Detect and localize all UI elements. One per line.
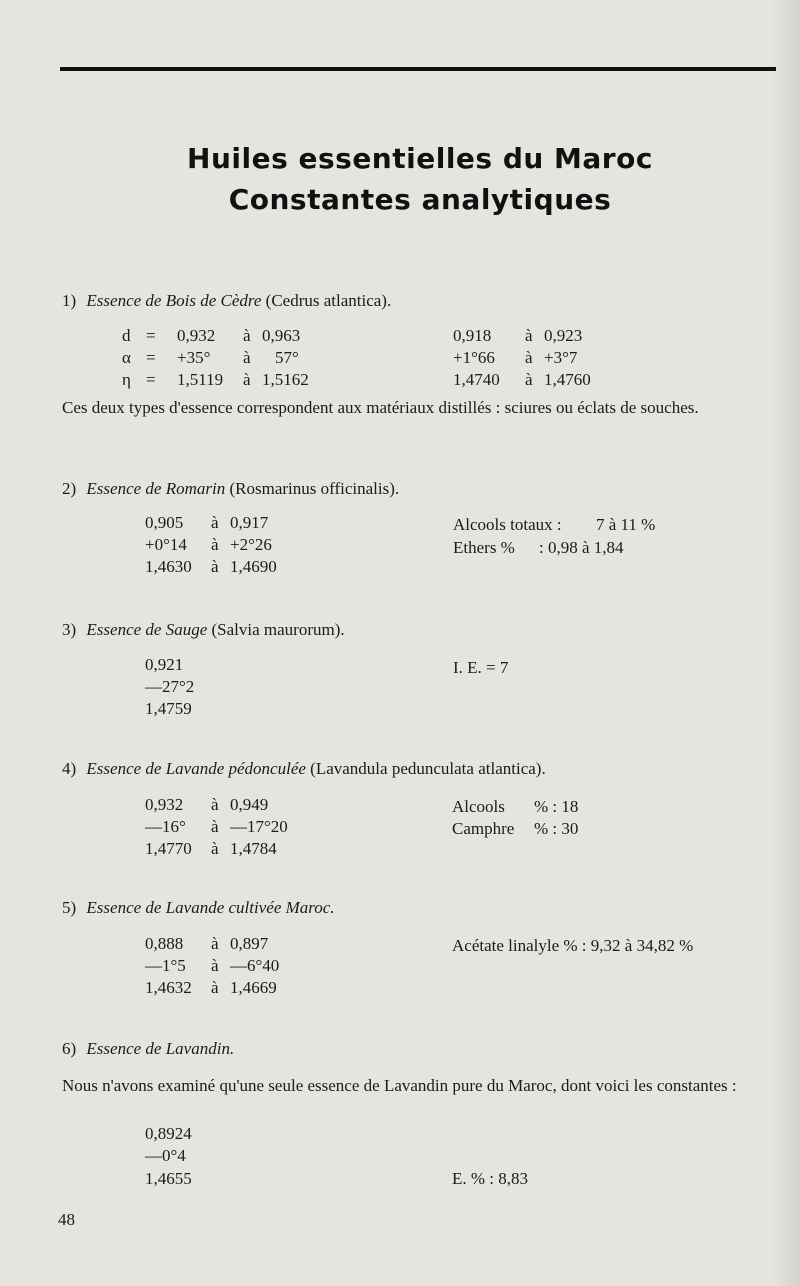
section-number: 3) — [62, 620, 77, 639]
essence-name: Essence de Lavande cultivée Maroc. — [86, 898, 335, 917]
range-word: à — [211, 839, 219, 858]
right-label: Alcools totaux : — [453, 515, 562, 534]
value: 0,932 — [177, 326, 216, 345]
section-number: 2) — [62, 479, 77, 498]
value: 0,921 — [145, 655, 184, 674]
value: —27°2 — [145, 677, 195, 696]
latin-name: (Lavandula pedunculata atlantica). — [310, 759, 546, 778]
right-value: % : 18 — [534, 797, 579, 816]
equals: = — [146, 326, 156, 345]
essence-name: Essence de Lavande pédonculée — [86, 759, 306, 778]
value: 1,4770 — [145, 839, 192, 858]
section-1-note: Ces deux types d'essence correspondent aux matériaux distillés : sciures ou éclats de souches. — [62, 398, 699, 417]
section-number: 1) — [62, 291, 77, 310]
value: 0,888 — [145, 934, 184, 953]
value: 1,4759 — [145, 699, 192, 718]
right-value: I. E. = 7 — [453, 658, 509, 677]
section-4-heading — [62, 760, 546, 777]
value: +1°66 — [453, 348, 495, 367]
value: —0°4 — [145, 1146, 186, 1165]
essence-name: Essence de Lavandin. — [86, 1039, 235, 1058]
range-word: à — [525, 348, 533, 367]
right-value: Acétate linalyle % : 9,32 à 34,82 % — [452, 936, 694, 955]
section-number: 6) — [62, 1039, 77, 1058]
value: 1,4740 — [453, 370, 500, 389]
section-1-heading — [62, 292, 391, 309]
essence-name: Essence de Romarin — [86, 479, 226, 498]
right-label: Alcools — [452, 797, 505, 816]
value: 0,923 — [544, 326, 583, 345]
right-value: E. % : 8,83 — [452, 1169, 529, 1188]
right-label: Camphre — [452, 819, 515, 838]
value: 1,4690 — [230, 557, 277, 576]
value: 0,897 — [230, 934, 269, 953]
range-word: à — [211, 535, 219, 554]
title-line-1: Huiles essentielles du Maroc — [187, 142, 653, 175]
symbol-eta: η — [122, 370, 131, 389]
right-value: : 0,98 à 1,84 — [539, 538, 624, 557]
range-word: à — [211, 557, 219, 576]
section-number: 5) — [62, 898, 77, 917]
value: 1,4630 — [145, 557, 192, 576]
value: —16° — [145, 817, 186, 836]
section-number: 4) — [62, 759, 77, 778]
range-word: à — [211, 817, 219, 836]
right-value: % : 30 — [534, 819, 579, 838]
value: 0,918 — [453, 326, 492, 345]
page-edge-shadow — [770, 0, 800, 1286]
right-label: Ethers % — [453, 538, 515, 557]
latin-name: (Salvia maurorum). — [211, 620, 345, 639]
value: +2°26 — [230, 535, 272, 554]
symbol-d: d — [122, 326, 131, 345]
latin-name: (Rosmarinus officinalis). — [229, 479, 400, 498]
range-word: à — [211, 934, 219, 953]
essence-name: Essence de Bois de Cèdre — [86, 291, 262, 310]
value: 0,917 — [230, 513, 269, 532]
range-word: à — [525, 326, 533, 345]
symbol-alpha: α — [122, 348, 131, 367]
right-value: 7 à 11 % — [596, 515, 656, 534]
range-word: à — [243, 326, 251, 345]
range-word: à — [211, 978, 219, 997]
section-6-note: Nous n'avons examiné qu'une seule essence de Lavandin pure du Maroc, dont voici les constantes : — [62, 1076, 737, 1095]
range-word: à — [525, 370, 533, 389]
section-6-heading — [62, 1040, 234, 1057]
value: 0,963 — [262, 326, 301, 345]
value: 57° — [275, 348, 299, 367]
value: 1,4632 — [145, 978, 192, 997]
value: 0,932 — [145, 795, 184, 814]
essence-name: Essence de Sauge — [86, 620, 208, 639]
range-word: à — [243, 370, 251, 389]
value: —6°40 — [230, 956, 280, 975]
value: 1,4760 — [544, 370, 591, 389]
equals: = — [146, 348, 156, 367]
value: 1,5162 — [262, 370, 309, 389]
latin-name: (Cedrus atlantica). — [265, 291, 392, 310]
range-word: à — [211, 956, 219, 975]
section-5-heading — [62, 899, 335, 916]
range-word: à — [211, 513, 219, 532]
value: 1,4655 — [145, 1169, 192, 1188]
section-3-heading — [62, 621, 345, 638]
range-word: à — [243, 348, 251, 367]
value: +35° — [177, 348, 211, 367]
value: 1,4784 — [230, 839, 277, 858]
page-number: 48 — [58, 1210, 75, 1229]
title-line-2: Constantes analytiques — [228, 183, 612, 216]
value: —17°20 — [230, 817, 288, 836]
value: —1°5 — [145, 956, 186, 975]
equals: = — [146, 370, 156, 389]
range-word: à — [211, 795, 219, 814]
top-rule — [60, 67, 776, 71]
value: 0,949 — [230, 795, 269, 814]
value: +0°14 — [145, 535, 187, 554]
value: 0,8924 — [145, 1124, 192, 1143]
value: 1,4669 — [230, 978, 277, 997]
section-2-heading — [62, 480, 399, 497]
value: 1,5119 — [177, 370, 224, 389]
value: 0,905 — [145, 513, 184, 532]
value: +3°7 — [544, 348, 578, 367]
